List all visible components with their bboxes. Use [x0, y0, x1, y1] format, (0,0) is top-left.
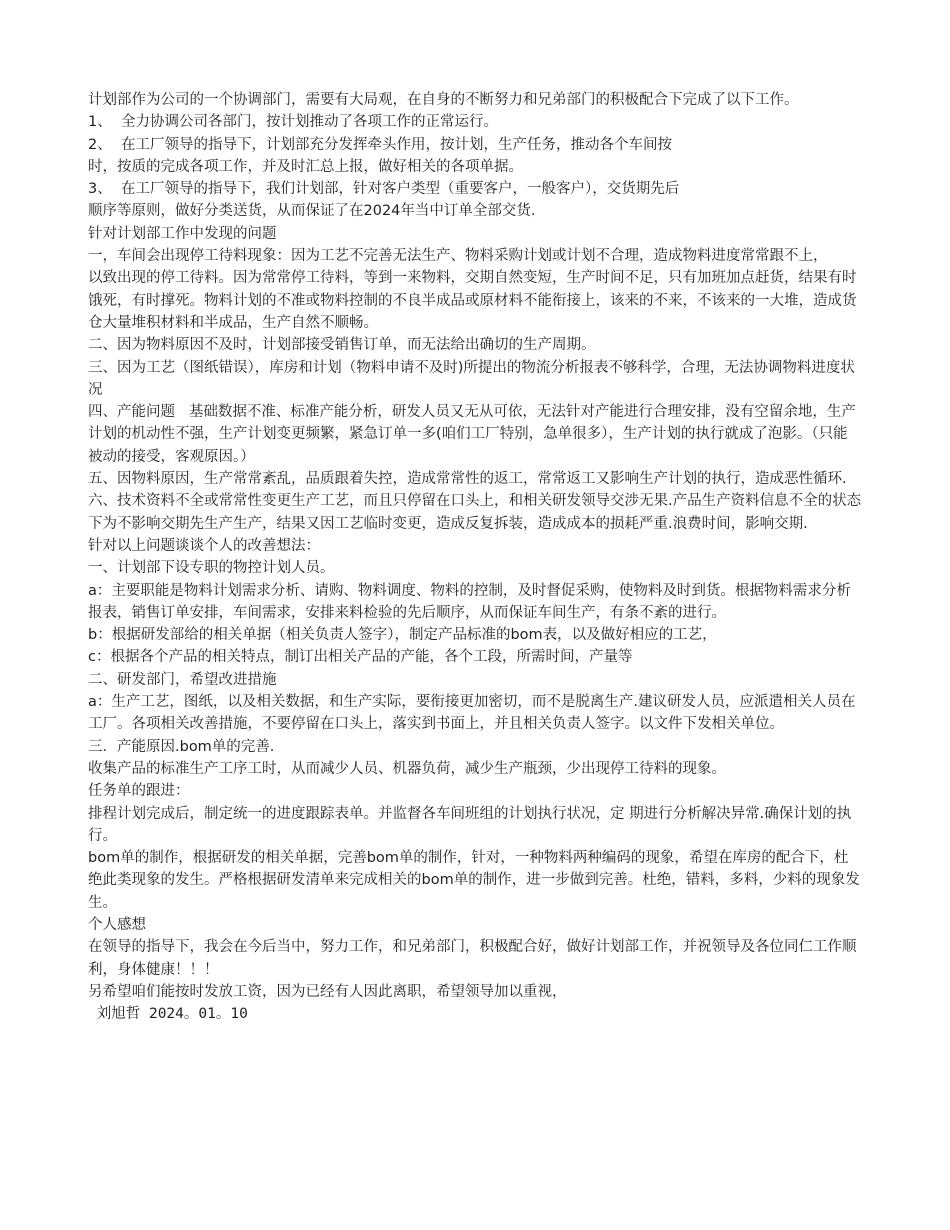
personal-thoughts: 在领导的指导下，我会在今后当中，努力工作，和兄弟部门，积极配合好，做好计划部工作，并祝领导及各位同仁工作顺利，身体健康！！！	[88, 939, 857, 978]
problem-6: 六、技术资料不全或常常性变更生产工艺，而且只停留在口头上，和相关研发领导交涉无果.产品生产资料信息不全的状态下为不影响交期先生产生产，结果又因工艺临时变更，造成反复拆装，造成成本的损耗严重.浪费时间，影响交期.	[88, 493, 862, 532]
item-1: 1、 全力协调公司各部门，按计划推动了各项工作的正常运行。	[88, 114, 498, 131]
problem-5: 五、因物料原因，生产常常紊乱，品质跟着失控，造成常常性的返工，常常返工又影响生产计划的执行，造成恶性循环.	[88, 471, 847, 488]
problem-1: 一，车间会出现停工待料现象：因为工艺不完善无法生产、物料采购计划或计划不合理，造成物料进度常常跟不上，	[88, 248, 828, 265]
problem-3: 三、因为工艺（图纸错误），库房和计划（物料申请不及时)所提出的物流分析报表不够科学，合理，无法协调物料进度状况	[88, 359, 855, 398]
item-2-line-2: 时，按质的完成各项工作，并及时汇总上报，做好相关的各项单据。	[88, 158, 523, 175]
item-3-line-1: 3、 在工厂领导的指导下，我们计划部，针对客户类型（重要客户，一般客户），交货期先后	[88, 181, 680, 198]
improvement-1-c: c：根据各个产品的相关特点，制订出相关产品的产能，各个工段，所需时间，产量等	[88, 649, 633, 666]
improvement-1: 一、计划部下设专职的物控计划人员。	[88, 560, 335, 577]
intro-paragraph: 计划部作为公司的一个协调部门，需要有大局观，在自身的不断努力和兄弟部门的积极配合下完成了以下工作。	[88, 92, 799, 108]
item-2-line-1: 2、 在工厂领导的指导下，计划部充分发挥牵头作用，按计划，生产任务，推动各个车间按	[88, 136, 672, 153]
improvement-1-b: b：根据研发部给的相关单据（相关负责人签字），制定产品标准的bom表，以及做好相应的工艺，	[88, 627, 717, 644]
problem-1-detail: 以致出现的停工待料。因为常常停工待料，等到一来物料，交期自然变短，生产时间不足，只有加班加点赶货，结果有时饿死，有时撑死。物料计划的不准或物料控制的不良半成品或原材料不能衔接上，该来的不来，不该来的一大堆，造成货仓大量堆积材料和半成品，生产自然不顺畅。	[88, 270, 857, 331]
task-followup-bom: bom单的制作，根据研发的相关单据，完善bom单的制作，针对，一种物料两种编码的现象，希望在库房的配合下，杜绝此类现象的发生。严格根据研发清单来完成相关的bom单的制作，进一步做到完善。杜绝，错料，多料，少料的现象发生。	[88, 850, 860, 911]
improvement-3: 三．产能原因.bom单的完善.	[88, 738, 275, 755]
item-3-line-2: 顺序等原则，做好分类送货，从而保证了在2024年当中订单全部交货.	[88, 203, 536, 220]
problem-4: 四、产能问题 基础数据不准、标准产能分析，研发人员又无从可依，无法针对产能进行合理安排，没有空留余地，生产计划的机动性不强，生产计划变更频繁，紧急订单一多(咱们工厂特别，急单很多），生产计划的执行就成了泡影。（只能被动的接受，客观原因。）	[88, 404, 856, 465]
improvement-1-a: a：主要职能是物料计划需求分析、请购、物料调度、物料的控制，及时督促采购，使物料及时到货。根据物料需求分析报表，销售订单安排，车间需求，安排来料检验的先后顺序，从而保证车间生产，有条不紊的进行。	[88, 582, 851, 621]
problems-heading: 针对计划部工作中发现的问题	[88, 225, 277, 242]
task-followup-heading: 任务单的跟进：	[88, 783, 190, 800]
task-followup-schedule: 排程计划完成后，制定统一的进度跟踪表单。并监督各车间班组的计划执行状况，定 期进行分析解决异常.确保计划的执行。	[88, 805, 852, 844]
personal-thoughts-heading: 个人感想	[88, 916, 146, 933]
improvements-heading: 针对以上问题谈谈个人的改善想法：	[88, 537, 320, 554]
improvement-3-detail: 收集产品的标准生产工序工时，从而减少人员、机器负荷，减少生产瓶颈，少出现停工待料的现象。	[88, 760, 726, 777]
improvement-2: 二、研发部门，希望改进措施	[88, 671, 277, 688]
improvement-2-a: a：生产工艺，图纸，以及相关数据，和生产实际，要衔接更加密切，而不是脱离生产.建议研发人员，应派遣相关人员在工厂。各项相关改善措施，不要停留在口头上，落实到书面上，并且相关负责人签字。以文件下发相关单位。	[88, 694, 856, 733]
salary-request: 另希望咱们能按时发放工资，因为已经有人因此离职，希望领导加以重视，	[88, 983, 567, 1000]
problem-2: 二、因为物料原因不及时，计划部接受销售订单，而无法给出确切的生产周期。	[88, 337, 596, 354]
signature-date: 刘旭哲 2024。01。10	[88, 1006, 248, 1023]
